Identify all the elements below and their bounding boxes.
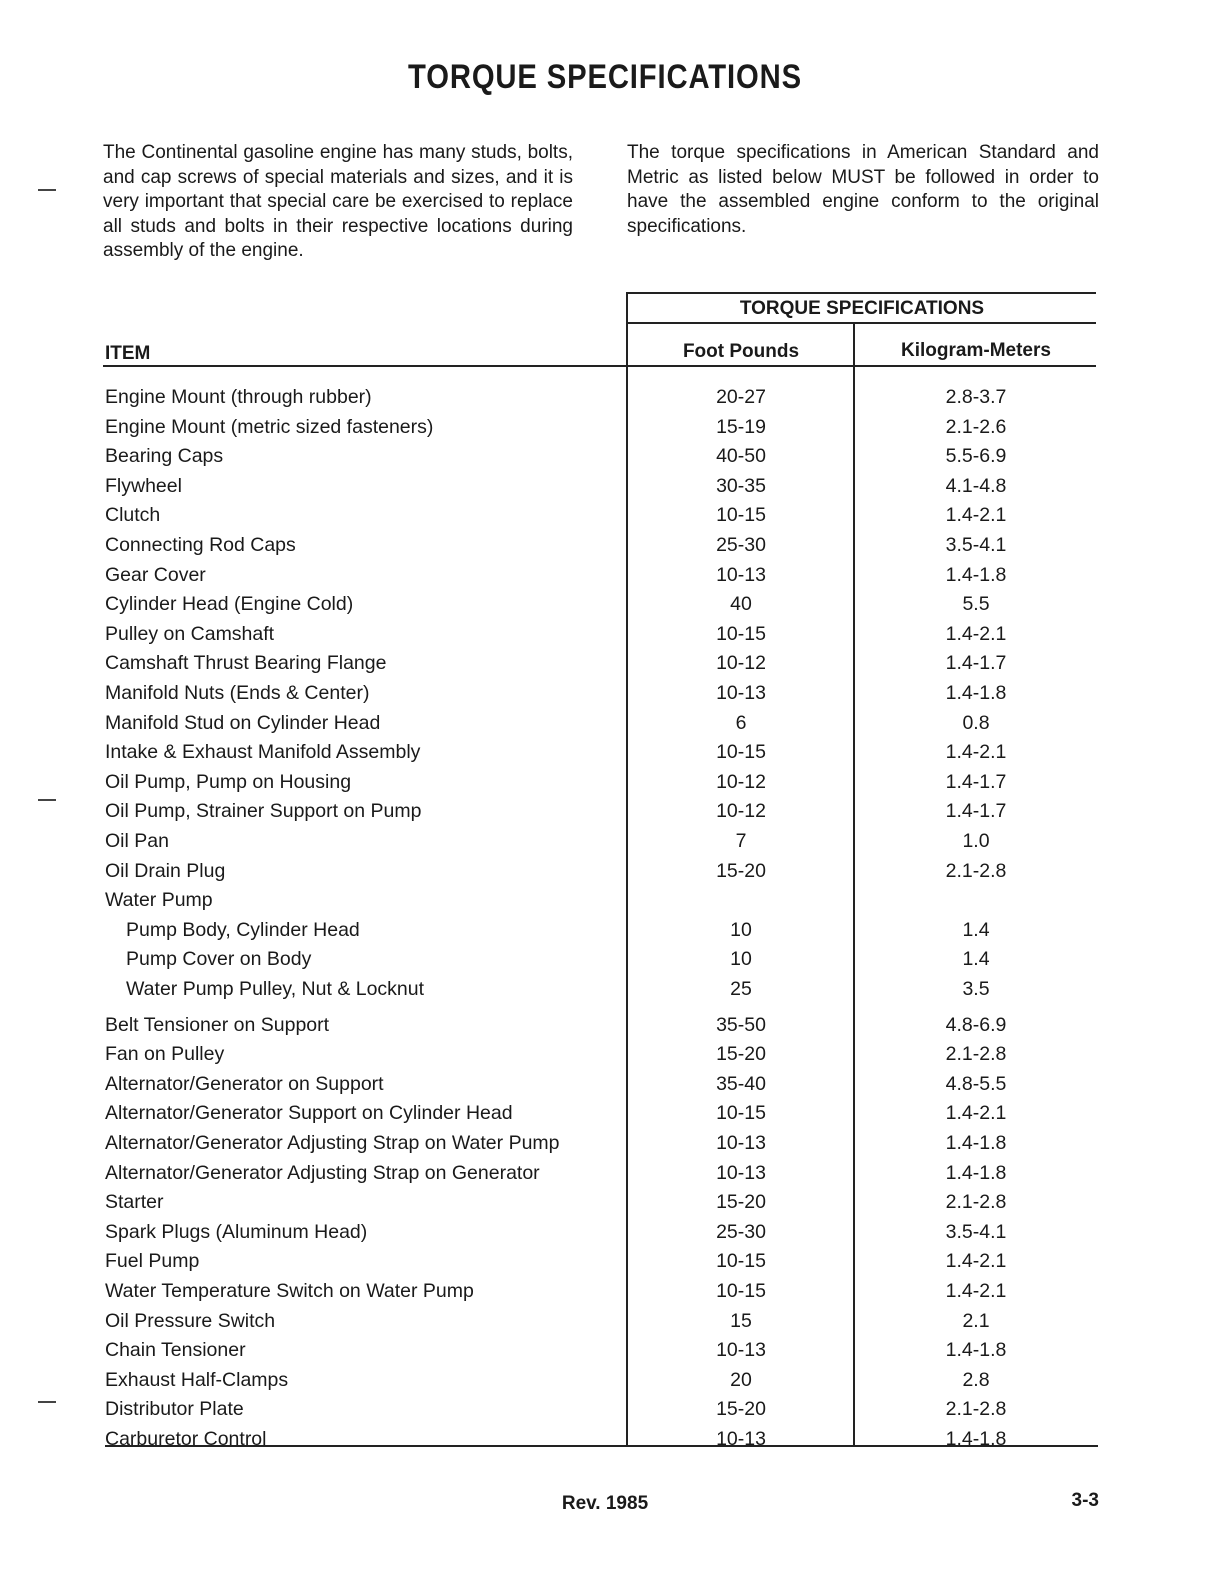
cell-foot-pounds: 10 <box>730 948 752 971</box>
table-row <box>0 860 1232 889</box>
cell-item: Oil Pump, Pump on Housing <box>105 770 352 793</box>
cell-kilogram-meters: 5.5-6.9 <box>945 445 1007 468</box>
cell-foot-pounds: 6 <box>735 711 747 734</box>
cell-kilogram-meters: 1.4-1.8 <box>945 1161 1007 1184</box>
table-row <box>0 652 1232 681</box>
cell-foot-pounds: 10-15 <box>716 504 766 527</box>
cell-item: Cylinder Head (Engine Cold) <box>105 593 354 616</box>
table-row <box>0 1280 1232 1309</box>
cell-foot-pounds: 10-13 <box>716 1428 766 1450</box>
table-row <box>0 771 1232 800</box>
table-row <box>0 1221 1232 1250</box>
cell-kilogram-meters: 1.4-1.8 <box>945 1339 1007 1362</box>
table-row <box>0 1132 1232 1161</box>
cell-foot-pounds: 15-19 <box>716 415 766 438</box>
table-row <box>0 800 1232 829</box>
revision-label: Rev. 1985 <box>561 1493 649 1514</box>
cell-item: Camshaft Thrust Bearing Flange <box>105 652 387 675</box>
cell-item: Exhaust Half-Clamps <box>105 1368 289 1391</box>
cell-kilogram-meters: 5.5 <box>962 593 990 616</box>
cell-kilogram-meters: 1.4 <box>962 948 990 971</box>
table-row <box>0 416 1232 445</box>
cell-item: Alternator/Generator Support on Cylinder Head <box>105 1102 513 1125</box>
cell-item: Spark Plugs (Aluminum Head) <box>105 1220 368 1243</box>
cell-item: Engine Mount (metric sized fasteners) <box>105 415 434 438</box>
cell-item: Pulley on Camshaft <box>105 622 275 645</box>
cell-item: Pump Cover on Body <box>126 948 312 971</box>
table-row <box>0 1102 1232 1131</box>
cell-foot-pounds: 15-20 <box>716 859 766 882</box>
cell-kilogram-meters: 1.4 <box>962 918 990 941</box>
cell-item: Flywheel <box>105 474 182 497</box>
cell-foot-pounds: 7 <box>735 830 747 852</box>
cell-item: Gear Cover <box>105 563 206 586</box>
cell-foot-pounds: 15-20 <box>716 1043 766 1066</box>
cell-kilogram-meters: 1.4-1.8 <box>945 1428 1007 1450</box>
cell-foot-pounds: 10-13 <box>716 682 766 704</box>
margin-mark <box>38 799 56 801</box>
cell-foot-pounds: 10-13 <box>716 1339 766 1362</box>
column-header-item: ITEM <box>105 343 151 364</box>
cell-foot-pounds: 10 <box>730 918 752 941</box>
cell-kilogram-meters: 2.1-2.8 <box>945 1191 1007 1214</box>
cell-item: Oil Pressure Switch <box>105 1309 276 1332</box>
table-group-rule <box>628 322 1096 324</box>
page-title: TORQUE SPECIFICATIONS <box>408 58 802 96</box>
cell-item: Belt Tensioner on Support <box>105 1013 330 1036</box>
cell-item: Starter <box>105 1191 164 1214</box>
table-group-header: TORQUE SPECIFICATIONS <box>739 298 985 319</box>
cell-kilogram-meters: 2.1-2.6 <box>945 415 1007 438</box>
cell-kilogram-meters: 1.4-1.8 <box>945 1132 1007 1154</box>
table-row <box>0 830 1232 859</box>
cell-kilogram-meters: 3.5-4.1 <box>945 534 1007 556</box>
margin-mark <box>38 189 56 191</box>
cell-item: Manifold Stud on Cylinder Head <box>105 711 381 734</box>
table-row <box>0 741 1232 770</box>
table-row <box>0 948 1232 977</box>
cell-item: Oil Pan <box>105 830 169 852</box>
cell-item: Oil Drain Plug <box>105 859 226 882</box>
table-row <box>0 1369 1232 1398</box>
cell-kilogram-meters: 1.4-1.8 <box>945 563 1007 586</box>
table-row <box>0 504 1232 533</box>
cell-foot-pounds: 10-15 <box>716 1250 766 1273</box>
table-row <box>0 889 1232 918</box>
cell-kilogram-meters: 2.1-2.8 <box>945 1043 1007 1066</box>
cell-foot-pounds: 10-12 <box>716 800 766 823</box>
cell-foot-pounds: 10-12 <box>716 652 766 675</box>
cell-kilogram-meters: 1.4-2.1 <box>945 1280 1007 1302</box>
table-row <box>0 1162 1232 1191</box>
intro-paragraph-right: The torque specifications in American Standard and Metric as listed below MUST be followed in order to have the assembled engine conform to the original specifications. <box>627 142 1099 237</box>
cell-kilogram-meters: 1.4-1.7 <box>945 800 1007 823</box>
cell-kilogram-meters: 1.4-1.7 <box>945 770 1007 793</box>
cell-kilogram-meters: 1.4-1.7 <box>945 652 1007 675</box>
cell-item: Intake & Exhaust Manifold Assembly <box>105 741 421 764</box>
cell-item: Water Pump <box>105 889 213 912</box>
cell-kilogram-meters: 1.4-2.1 <box>945 741 1007 764</box>
cell-foot-pounds: 15 <box>730 1309 752 1332</box>
cell-item: Alternator/Generator Adjusting Strap on Water Pump <box>105 1132 560 1154</box>
table-row <box>0 712 1232 741</box>
cell-kilogram-meters: 4.1-4.8 <box>945 474 1007 497</box>
cell-foot-pounds: 35-50 <box>716 1013 766 1036</box>
cell-kilogram-meters: 3.5-4.1 <box>945 1220 1007 1243</box>
cell-foot-pounds: 10-12 <box>716 770 766 793</box>
cell-item: Water Temperature Switch on Water Pump <box>105 1280 474 1302</box>
table-header-rule <box>103 365 1096 367</box>
cell-foot-pounds: 10-13 <box>716 563 766 586</box>
cell-item: Manifold Nuts (Ends & Center) <box>105 682 370 704</box>
cell-kilogram-meters: 2.8-3.7 <box>945 386 1007 408</box>
cell-foot-pounds: 20 <box>730 1368 752 1391</box>
cell-foot-pounds: 10-15 <box>716 1102 766 1125</box>
column-header-kilogram-meters: Kilogram-Meters <box>901 340 1051 361</box>
cell-foot-pounds: 30-35 <box>716 474 766 497</box>
cell-item: Clutch <box>105 504 161 527</box>
cell-item: Engine Mount (through rubber) <box>105 386 372 408</box>
cell-foot-pounds: 25 <box>730 978 752 1000</box>
cell-kilogram-meters: 2.1 <box>962 1309 990 1332</box>
table-row <box>0 564 1232 593</box>
cell-foot-pounds: 10-15 <box>716 1280 766 1302</box>
table-row <box>0 1043 1232 1072</box>
cell-item: Chain Tensioner <box>105 1339 246 1362</box>
cell-kilogram-meters: 1.4-2.1 <box>945 1102 1007 1125</box>
cell-foot-pounds: 40 <box>730 593 752 616</box>
cell-foot-pounds: 10-13 <box>716 1132 766 1154</box>
cell-foot-pounds: 20-27 <box>716 386 766 408</box>
table-row <box>0 534 1232 563</box>
page-number: 3-3 <box>1071 1490 1099 1511</box>
cell-foot-pounds: 40-50 <box>716 445 766 468</box>
cell-foot-pounds: 10-15 <box>716 741 766 764</box>
cell-kilogram-meters: 1.4-1.8 <box>945 682 1007 704</box>
cell-kilogram-meters: 4.8-6.9 <box>945 1013 1007 1036</box>
cell-kilogram-meters: 4.8-5.5 <box>945 1072 1007 1095</box>
table-row <box>0 623 1232 652</box>
cell-item: Pump Body, Cylinder Head <box>126 918 360 941</box>
cell-kilogram-meters: 1.4-2.1 <box>945 622 1007 645</box>
table-row <box>0 475 1232 504</box>
cell-foot-pounds: 10-13 <box>716 1161 766 1184</box>
cell-kilogram-meters: 3.5 <box>962 978 990 1000</box>
table-row <box>0 1191 1232 1220</box>
margin-mark <box>38 1401 56 1403</box>
table-row <box>0 1339 1232 1368</box>
cell-item: Bearing Caps <box>105 445 224 468</box>
table-row <box>0 919 1232 948</box>
table-row <box>0 1428 1232 1457</box>
cell-kilogram-meters: 2.1-2.8 <box>945 1398 1007 1421</box>
cell-item: Fuel Pump <box>105 1250 200 1273</box>
table-row <box>0 386 1232 415</box>
cell-kilogram-meters: 1.4-2.1 <box>945 1250 1007 1273</box>
intro-paragraph-left: The Continental gasoline engine has many studs, bolts, and cap screws of special materials and sizes, and it is very important that special care be exercised to replace all studs and bolts in their respective locations during assembly of the engine. <box>103 142 573 261</box>
cell-foot-pounds: 35-40 <box>716 1072 766 1095</box>
cell-kilogram-meters: 2.8 <box>962 1368 990 1391</box>
table-row <box>0 978 1232 1007</box>
cell-item: Alternator/Generator Adjusting Strap on Generator <box>105 1161 540 1184</box>
cell-item: Water Pump Pulley, Nut & Locknut <box>126 978 425 1000</box>
cell-item: Alternator/Generator on Support <box>105 1072 384 1095</box>
cell-foot-pounds: 25-30 <box>716 534 766 556</box>
table-row <box>0 1310 1232 1339</box>
table-row <box>0 1398 1232 1427</box>
cell-item: Fan on Pulley <box>105 1043 225 1066</box>
cell-foot-pounds: 15-20 <box>716 1191 766 1214</box>
cell-kilogram-meters: 1.0 <box>962 830 990 852</box>
table-top-rule <box>628 292 1096 294</box>
cell-item: Distributor Plate <box>105 1398 244 1421</box>
cell-kilogram-meters: 0.8 <box>962 711 990 734</box>
cell-foot-pounds: 10-15 <box>716 622 766 645</box>
cell-foot-pounds: 25-30 <box>716 1220 766 1243</box>
cell-foot-pounds: 15-20 <box>716 1398 766 1421</box>
table-row <box>0 682 1232 711</box>
table-row <box>0 1073 1232 1102</box>
cell-item: Connecting Rod Caps <box>105 534 296 556</box>
table-row <box>0 1250 1232 1279</box>
table-row <box>0 445 1232 474</box>
table-row <box>0 1014 1232 1043</box>
cell-item: Carburetor Control <box>105 1428 267 1450</box>
cell-kilogram-meters: 2.1-2.8 <box>945 859 1007 882</box>
table-row <box>0 593 1232 622</box>
column-header-foot-pounds: Foot Pounds <box>682 341 800 362</box>
cell-item: Oil Pump, Strainer Support on Pump <box>105 800 422 823</box>
cell-kilogram-meters: 1.4-2.1 <box>945 504 1007 527</box>
